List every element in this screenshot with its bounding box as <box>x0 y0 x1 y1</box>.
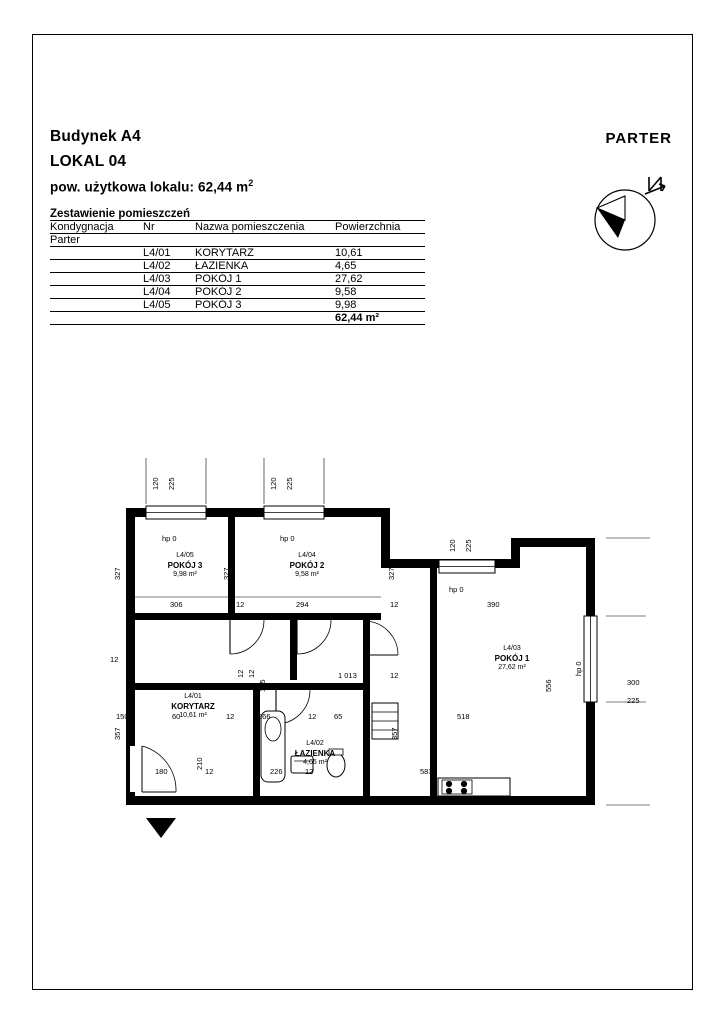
row-name: ŁAZIENKA <box>195 260 335 273</box>
table-row <box>50 260 425 273</box>
room-name: ŁAZIENKA <box>294 748 336 758</box>
dim-v-357-a: 357 <box>113 727 122 740</box>
row-kondygnacja <box>50 247 143 260</box>
row-name: POKÓJ 3 <box>195 299 335 312</box>
dim-12-c: 12 <box>390 671 399 680</box>
table-row <box>50 273 425 286</box>
room-name: POKÓJ 1 <box>494 653 530 663</box>
dim-225: 225 <box>627 696 640 705</box>
hp-note-pokoj2: hp 0 <box>280 534 295 543</box>
dim-12-d: 12 <box>110 655 119 664</box>
dim-294: 294 <box>296 600 309 609</box>
dim-266: 266 <box>258 712 271 721</box>
row-name: KORYTARZ <box>195 247 335 260</box>
usable-area-text: pow. użytkowa lokalu: 62,44 m <box>50 179 249 195</box>
room-schedule-table <box>50 208 425 325</box>
row-nr: L4/05 <box>143 299 195 312</box>
room-code: L4/05 <box>176 552 194 559</box>
row-nr: L4/02 <box>143 260 195 273</box>
room-label-pokoj1 <box>472 645 552 673</box>
dim-306: 306 <box>170 600 183 609</box>
table-caption-row <box>50 208 425 221</box>
dim-12-h: 12 <box>305 767 314 776</box>
room-code: L4/04 <box>298 552 316 559</box>
row-kondygnacja <box>50 286 143 299</box>
hp-note-right-side: hp 0 <box>574 661 583 676</box>
table-caption: Zestawienie pomieszczeń <box>50 208 425 221</box>
usable-area <box>50 178 430 195</box>
room-name: POKÓJ 2 <box>289 560 325 570</box>
row-area: 27,62 <box>335 273 425 286</box>
col-header-nazwa: Nazwa pomieszczenia <box>195 221 335 234</box>
building-name: Budynek A4 <box>50 128 142 145</box>
dim-top-window-left-120: 120 <box>151 477 160 490</box>
dim-v-12-a: 12 <box>236 669 245 678</box>
compass-north-arrow <box>585 168 675 256</box>
table-row <box>50 247 425 260</box>
row-area: 10,61 <box>335 247 425 260</box>
dim-583: 583 <box>420 767 433 776</box>
room-area: 4,65 m² <box>303 758 327 766</box>
room-code: L4/02 <box>306 740 324 747</box>
row-area: 9,98 <box>335 299 425 312</box>
dim-12-a: 12 <box>236 600 245 609</box>
room-area: 9,98 m² <box>173 570 197 578</box>
dim-mid-327: 327 <box>222 567 231 580</box>
hp-note-pokoj3: hp 0 <box>162 534 177 543</box>
dim-12-b: 12 <box>390 600 399 609</box>
dim-top-window-mid-120: 120 <box>269 477 278 490</box>
col-header-nr: Nr <box>143 221 195 234</box>
dim-right-window-120: 120 <box>448 539 457 552</box>
row-nr: L4/03 <box>143 273 195 286</box>
dim-left-327: 327 <box>113 567 122 580</box>
floor-label: PARTER <box>605 130 672 147</box>
title-block <box>50 128 430 195</box>
dim-60: 60 <box>172 712 181 721</box>
col-header-kondygnacja: Kondygnacja <box>50 221 143 234</box>
dim-226: 226 <box>270 767 283 776</box>
dim-v-556: 556 <box>544 679 553 692</box>
room-area: 10,61 m² <box>179 711 207 719</box>
room-area: 27,62 m² <box>498 663 526 671</box>
dim-right-window-225: 225 <box>464 539 473 552</box>
dim-12-e: 12 <box>226 712 235 721</box>
dim-390: 390 <box>487 600 500 609</box>
room-area: 9,58 m² <box>295 570 319 578</box>
dim-180: 180 <box>155 767 168 776</box>
dim-1013: 1 013 <box>338 671 357 680</box>
room-name: KORYTARZ <box>171 701 215 711</box>
table-group-row <box>50 234 425 247</box>
table-row <box>50 286 425 299</box>
dim-top-window-mid-225: 225 <box>285 477 294 490</box>
usable-area-sup: 2 <box>248 178 254 188</box>
row-area: 9,58 <box>335 286 425 299</box>
row-nr: L4/01 <box>143 247 195 260</box>
table-header-row <box>50 221 425 234</box>
row-area: 4,65 <box>335 260 425 273</box>
room-label-pokoj3 <box>148 552 222 580</box>
table-total-area: 62,44 m² <box>335 312 425 325</box>
room-name: POKÓJ 3 <box>167 560 203 570</box>
table-group-label: Parter <box>50 234 425 247</box>
room-label-lazienka <box>278 740 352 768</box>
dim-518: 518 <box>457 712 470 721</box>
dim-150: 150 <box>116 712 129 721</box>
dim-65: 65 <box>334 712 343 721</box>
unit-name: LOKAL 04 <box>50 153 127 170</box>
dim-v-357-b: 357 <box>390 727 399 740</box>
row-nr: L4/04 <box>143 286 195 299</box>
row-kondygnacja <box>50 273 143 286</box>
dim-v-210: 210 <box>195 757 204 770</box>
col-header-powierzchnia: Powierzchnia <box>335 221 425 234</box>
dim-v-12-b: 12 <box>247 669 256 678</box>
room-label-korytarz <box>152 693 234 721</box>
dim-12-f: 12 <box>308 712 317 721</box>
dim-right-327: 327 <box>387 567 396 580</box>
dim-top-window-left-225: 225 <box>167 477 176 490</box>
room-code: L4/03 <box>503 645 521 652</box>
row-name: POKÓJ 2 <box>195 286 335 299</box>
floor-plan-drawing <box>50 440 675 890</box>
room-code: L4/01 <box>184 693 202 700</box>
dim-v-135: 135 <box>258 679 267 692</box>
hp-note-right-top: hp 0 <box>449 585 464 594</box>
row-kondygnacja <box>50 299 143 312</box>
room-label-pokoj2 <box>270 552 344 580</box>
table-row <box>50 299 425 312</box>
row-name: POKÓJ 1 <box>195 273 335 286</box>
table-total-row <box>50 312 425 325</box>
dim-12-g: 12 <box>205 767 214 776</box>
dim-300: 300 <box>627 678 640 687</box>
row-kondygnacja <box>50 260 143 273</box>
